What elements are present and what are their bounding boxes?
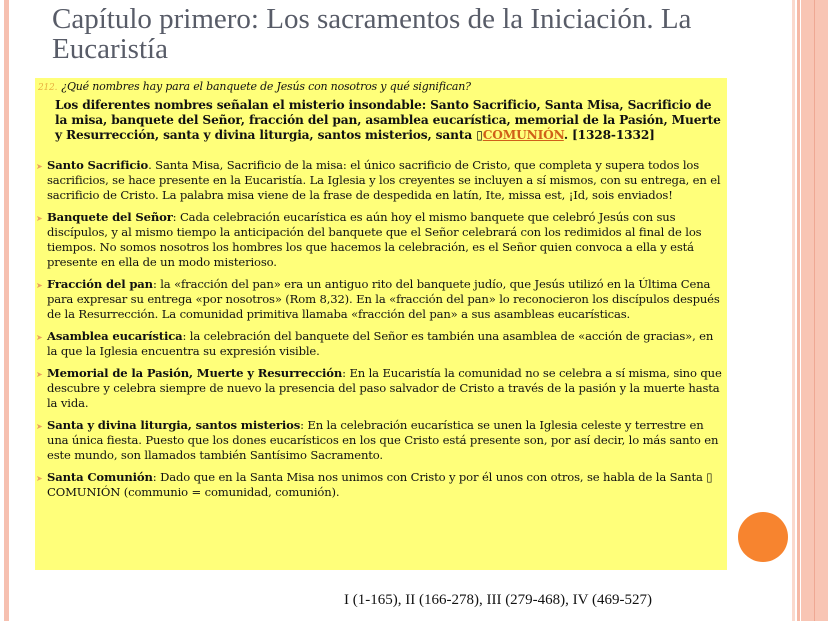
bullet-arrow-icon: ➤: [36, 281, 43, 290]
item-text: : Cada celebración eucarística es aún hoy el mismo banquete que celebró Jesús con sus discípulos, y al mismo tiempo la anticipación del banquete que el Señor celebrará con los redimidos al final de los tiempos. No somos nosotros los hombres los que hacemos la celebración, es el Señor quien convoca a ella y está presente en ella de un modo misterioso.: [47, 210, 702, 269]
right-border-stripe: [797, 0, 800, 621]
slide-title: Capítulo primero: Los sacramentos de la Iniciación. La Eucaristía: [52, 3, 692, 65]
item-term: Fracción del pan: [47, 277, 153, 291]
bullet-arrow-icon: ➤: [36, 162, 43, 171]
right-border-line: [814, 0, 815, 621]
bullet-arrow-icon: ➤: [36, 370, 43, 379]
item-text: . Santa Misa, Sacrificio de la misa: el único sacrificio de Cristo, que completa y supera todos los sacrificios, se hace presente en la Eucaristía. La Iglesia y los creyentes se incluyen a sí mismos, con su entrega, en el sacrificio de Cristo. La palabra misa viene de la frase de despedida en latín, Ite, missa est, ¡Id, sois enviados!: [47, 158, 721, 202]
list-item: [35, 158, 725, 203]
item-term: Santo Sacrificio: [47, 158, 149, 172]
item-term: Banquete del Señor: [47, 210, 173, 224]
orange-circle-decoration: [738, 512, 788, 562]
list-item: [35, 418, 725, 463]
answer-refs: . [1328-1332]: [563, 128, 655, 142]
list-item: [35, 210, 725, 270]
item-text: : la «fracción del pan» era un antiguo rito del banquete judío, que Jesús utilizó en la Última Cena para expresar su entrega «por nosotros» (Rom 8,32). En la «fracción del pan» lo reconocieron los discípulos después de la Resurrección. La comunidad primitiva llamaba «fracción del pan» a sus asambleas eucarísticas.: [47, 277, 720, 321]
item-text: : la celebración del banquete del Señor es también una asamblea de «acción de gracias», en la que la Iglesia encuentra su expresión visible.: [47, 329, 714, 358]
item-term: Santa Comunión: [47, 470, 153, 484]
item-term: Memorial de la Pasión, Muerte y Resurrección: [47, 366, 343, 380]
list-item: [35, 329, 725, 359]
list-item: [35, 366, 725, 411]
question-number: 212.: [38, 83, 58, 93]
question: [38, 80, 471, 93]
answer: [55, 98, 725, 143]
item-text: : En la celebración eucarística se unen la Iglesia celeste y terrestre en una única fiesta. Puesto que los dones eucarísticos en los que Cristo está presente son, por así decir, lo más santo en este mundo, son llamados también Santísimo Sacramento.: [47, 418, 719, 462]
bullet-arrow-icon: ➤: [36, 333, 43, 342]
bullet-arrow-icon: ➤: [36, 474, 43, 483]
names-list: [35, 158, 725, 507]
left-border-stripe: [4, 0, 9, 621]
right-border-stripe: [792, 0, 795, 621]
missing-glyph: ▯: [476, 128, 483, 142]
bullet-arrow-icon: ➤: [36, 422, 43, 431]
bullet-arrow-icon: ➤: [36, 214, 43, 223]
item-text: : En la Eucaristía la comunidad no se celebra a sí misma, sino que descubre y celebra siempre de nuevo la presencia del paso salvador de Cristo a través de la pasión y la muerte hasta la vida.: [47, 366, 722, 410]
footer-parts-index: I (1-165), II (166-278), III (279-468), IV (469-527): [344, 592, 652, 608]
item-text: : Dado que en la Santa Misa nos unimos con Cristo y por él unos con otros, se habla de la Santa ▯ COMUNIÓN (communio = comunidad, comunión).: [47, 470, 713, 499]
comunion-link[interactable]: COMUNIÓN: [482, 128, 564, 142]
question-text: ¿Qué nombres hay para el banquete de Jesús con nosotros y qué significan?: [61, 80, 471, 93]
item-term: Asamblea eucarística: [47, 329, 183, 343]
highlighted-content-box: [35, 78, 727, 570]
item-term: Santa y divina liturgia, santos misterios: [47, 418, 301, 432]
list-item: [35, 277, 725, 322]
list-item: [35, 470, 725, 500]
answer-text: Los diferentes nombres señalan el misterio insondable: Santo Sacrificio, Santa Misa, Sacrificio de la misa, banquete del Señor, fracción del pan, asamblea eucarística, memorial de la Pasión, Muerte y Resurrección, santa y divina liturgia, santos misterios, santa: [55, 98, 721, 142]
